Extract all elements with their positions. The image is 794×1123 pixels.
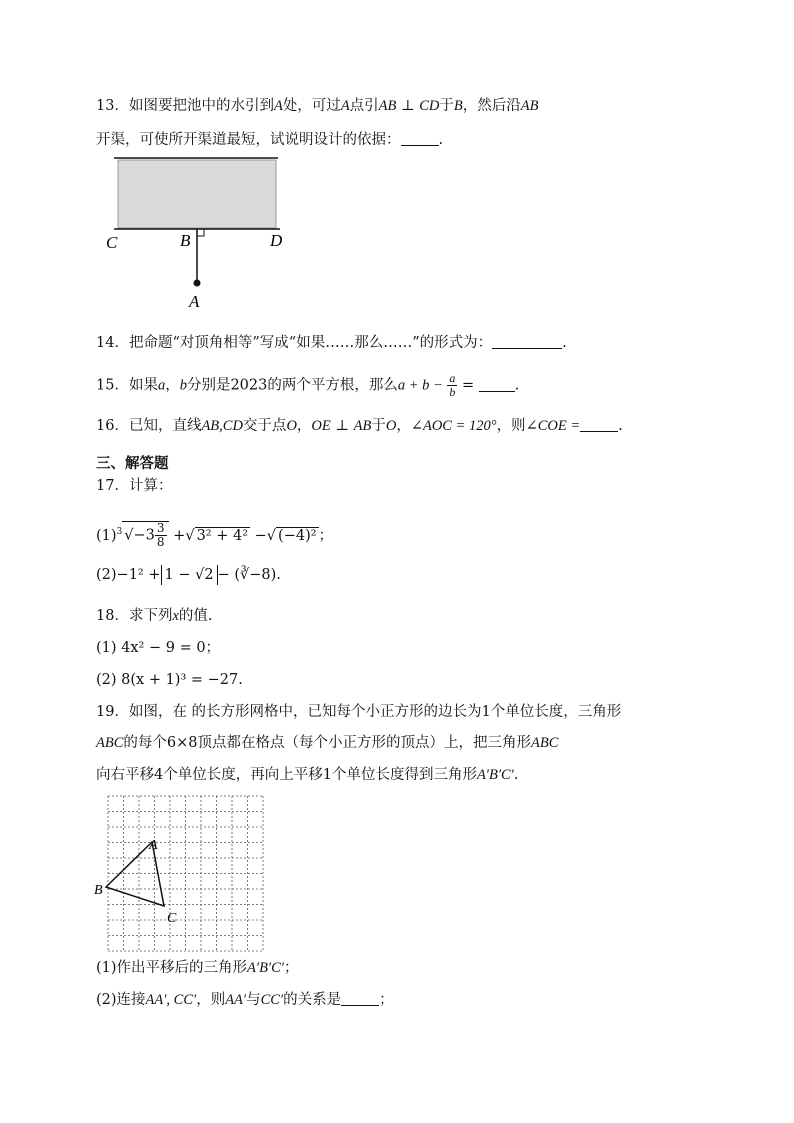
- answer-blank: [341, 991, 379, 1006]
- q17-part2: (2)−1² + 1 − √2 − (∛−8).: [96, 567, 281, 583]
- q13-pool-diagram: [100, 152, 300, 314]
- label-a: A: [189, 292, 200, 311]
- q18-part2: (2) 8(x + 1)³ = −27.: [96, 672, 243, 688]
- q19-line3: 向右平移4个单位长度，再向上平移1个单位长度得到三角形A′B′C′.: [96, 767, 519, 783]
- label-c: C: [167, 911, 177, 926]
- q18-part1: (1) 4x² − 9 = 0；: [96, 640, 221, 656]
- q19-sub1: (1)作出平移后的三角形A′B′C′；: [96, 960, 299, 976]
- label-d: D: [270, 231, 283, 250]
- sqrt-3: (−4)²: [278, 527, 317, 544]
- right-angle-mark: [197, 229, 204, 236]
- q19-grid-diagram: [94, 790, 270, 952]
- cube-root-1: √−3 $\frac{3}{8}$: [122, 521, 168, 549]
- label-a: A: [149, 838, 158, 853]
- q13-line1: 13．如图要把池中的水引到A处，可过A点引AB ⊥ CD于B，然后沿AB: [96, 98, 539, 114]
- answer-blank: [401, 131, 439, 146]
- sqrt-2: 3² + 4²: [196, 527, 249, 544]
- point-a: [194, 280, 201, 287]
- dashed-grid: [108, 796, 263, 951]
- q17-title: 17．计算：: [96, 478, 173, 494]
- q19-line2: ABC的每个6×8顶点都在格点（每个小正方形的顶点）上，把三角形ABC: [96, 735, 559, 751]
- q17-part1: $(1)^3$ √−3 $\frac{3}{8}$ +√ 3² + 4² −√ (−4)² ；: [96, 521, 334, 550]
- answer-blank: [580, 417, 618, 432]
- label-c: C: [106, 233, 118, 252]
- pool-rect: [118, 160, 276, 228]
- q14-line: 14．把命题“对顶角相等”写成“如果……那么……”的形式为： .: [96, 335, 567, 351]
- section-heading: 三、解答题: [96, 456, 169, 472]
- answer-blank: [492, 334, 562, 349]
- q15-line: 15．如果a，b分别是2023的两个平方根，那么a + b − $\frac{a}{b}$ = .: [96, 371, 520, 399]
- q18-title: 18．求下列x的值.: [96, 608, 213, 624]
- q19-sub2: (2)连接AA′, CC′，则AA′与CC′的关系是 ；: [96, 992, 394, 1008]
- q19-line1: 19．如图，在 的长方形网格中，已知每个小正方形的边长为1个单位长度，三角形: [96, 704, 622, 720]
- q16-line: 16．已知，直线AB,CD交于点O，OE ⊥ AB于O，∠AOC = 120°，则∠COE = .: [96, 418, 623, 434]
- label-b: B: [180, 231, 191, 250]
- label-b: B: [94, 883, 103, 898]
- answer-blank: [479, 377, 515, 392]
- fraction-a-over-b: $\frac{a}{b}$: [449, 371, 456, 399]
- abs-value: 1 − √2: [161, 565, 218, 585]
- q13-line2: 开渠，可使所开渠道最短，试说明设计的依据： .: [96, 132, 444, 148]
